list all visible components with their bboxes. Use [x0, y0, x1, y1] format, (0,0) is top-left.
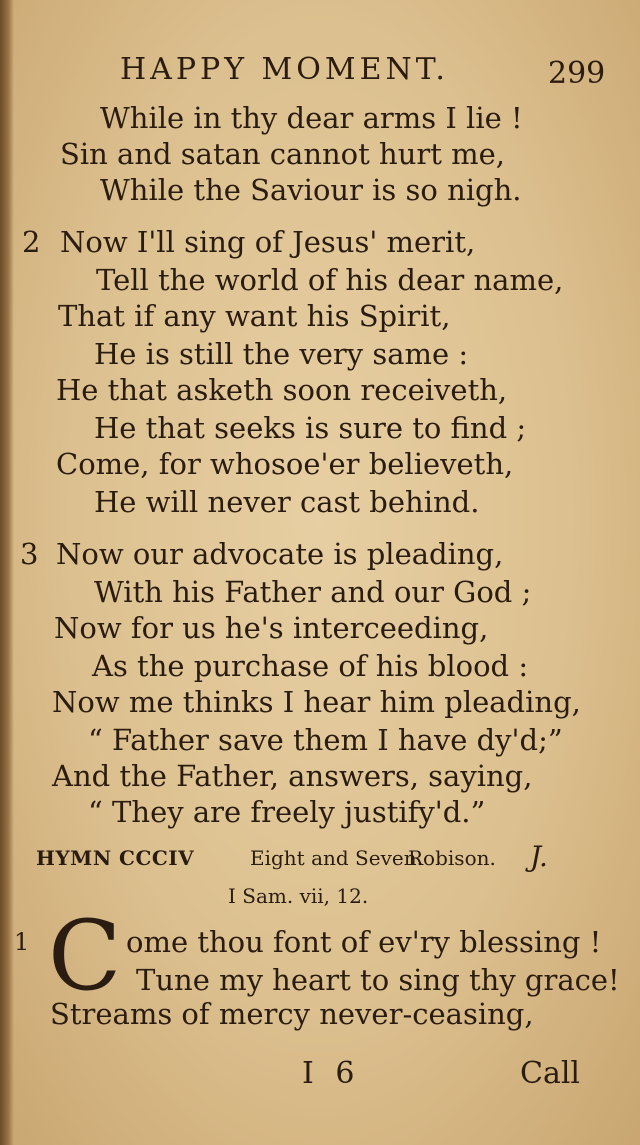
verse-line: Tell the world of his dear name,	[96, 263, 564, 297]
verse-line: Now for us he's interceeding,	[54, 611, 489, 645]
verse-number: 2	[22, 225, 41, 259]
catchword: Call	[520, 1056, 581, 1091]
scripture-reference: I Sam. vii, 12.	[228, 884, 369, 908]
drop-cap: C	[48, 900, 122, 1012]
verse-line: “ They are freely justify'd.”	[88, 795, 486, 829]
verse-line: Tune my heart to sing thy grace!	[136, 963, 620, 997]
verse-line: And the Father, answers, saying,	[52, 759, 533, 793]
verse-line: ome thou font of ev'ry blessing !	[126, 925, 602, 959]
author-initial: J.	[530, 840, 548, 873]
verse-line: Come, for whosoe'er believeth,	[56, 447, 514, 481]
hymn-title: HYMN CCCIV	[36, 846, 195, 870]
verse-number: 1	[14, 928, 30, 956]
page-number: 299	[548, 56, 606, 91]
verse-number: 3	[20, 537, 39, 571]
verse-line: While in thy dear arms I lie !	[100, 101, 523, 135]
verse-line: With his Father and our God ;	[94, 575, 532, 609]
verse-line: He that seeks is sure to find ;	[94, 411, 527, 445]
verse-line: Now our advocate is pleading,	[56, 537, 504, 571]
signature-mark: I 6	[302, 1056, 361, 1091]
page-spine-shadow	[0, 0, 14, 1145]
verse-line: Now me thinks I hear him pleading,	[52, 685, 581, 719]
verse-line: He is still the very same :	[94, 337, 469, 371]
verse-line: “ Father save them I have dy'd;”	[88, 723, 563, 757]
running-title: HAPPY MOMENT.	[120, 52, 449, 87]
verse-line: He will never cast behind.	[94, 485, 480, 519]
hymn-meter: Eight and Seven.	[250, 846, 423, 870]
verse-line: Streams of mercy never-ceasing,	[50, 997, 534, 1031]
verse-line: While the Saviour is so nigh.	[100, 173, 522, 207]
verse-line: As the purchase of his blood :	[92, 649, 529, 683]
verse-line: He that asketh soon receiveth,	[56, 373, 508, 407]
verse-line: Now I'll sing of Jesus' merit,	[60, 225, 476, 259]
verse-line: Sin and satan cannot hurt me,	[60, 137, 505, 171]
hymn-author: Robison.	[408, 846, 496, 870]
verse-line: That if any want his Spirit,	[58, 299, 451, 333]
